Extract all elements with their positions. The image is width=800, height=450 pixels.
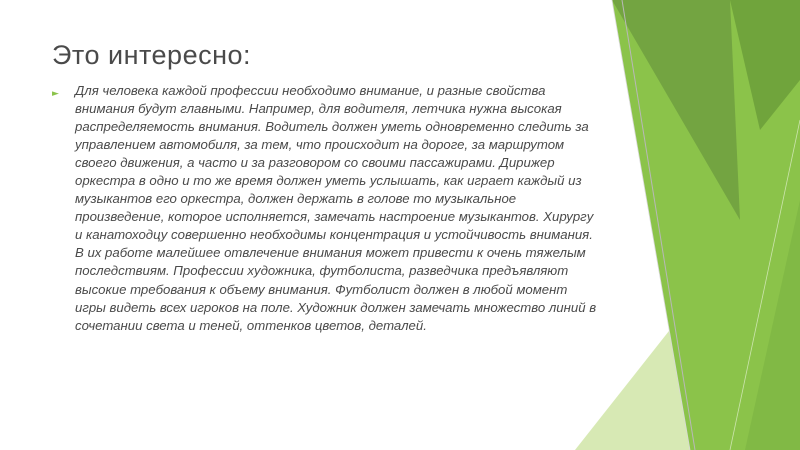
slide-body-text: Для человека каждой профессии необходимо внимание, и разные свойства внимания будут главными. Например, для водителя, летчика нужна высокая распределяемость внимания. Водитель должен уметь одновременно следить за управлением автомобиля, за тем, что происходит на дороге, за маршрутом своего движения, а часто и за разговором со своими пассажирами. Дирижер оркестра в одно и то же время должен уметь услышать, как играет каждый из музыкантов его оркестра, должен держать в голове то музыкальное произведение, которое исполняется, замечать настроение музыкантов. Хирургу и канатоходцу совершенно необходимы концентрация и устойчивость внимания. В их работе малейшее отвлечение внимания может привести к очень тяжелым последствиям. Профессии художника, футболиста, разведчика предъявляют высокие требования к объему внимания. Футболист должен в любой момент игры видеть всех игроков на поле. Художник должен замечать множество линий в сочетании света и теней, оттенков цветов, деталей.: [75, 83, 597, 333]
slide-title: Это интересно:: [52, 40, 252, 70]
triangle-bullet-icon: ►: [52, 89, 59, 99]
